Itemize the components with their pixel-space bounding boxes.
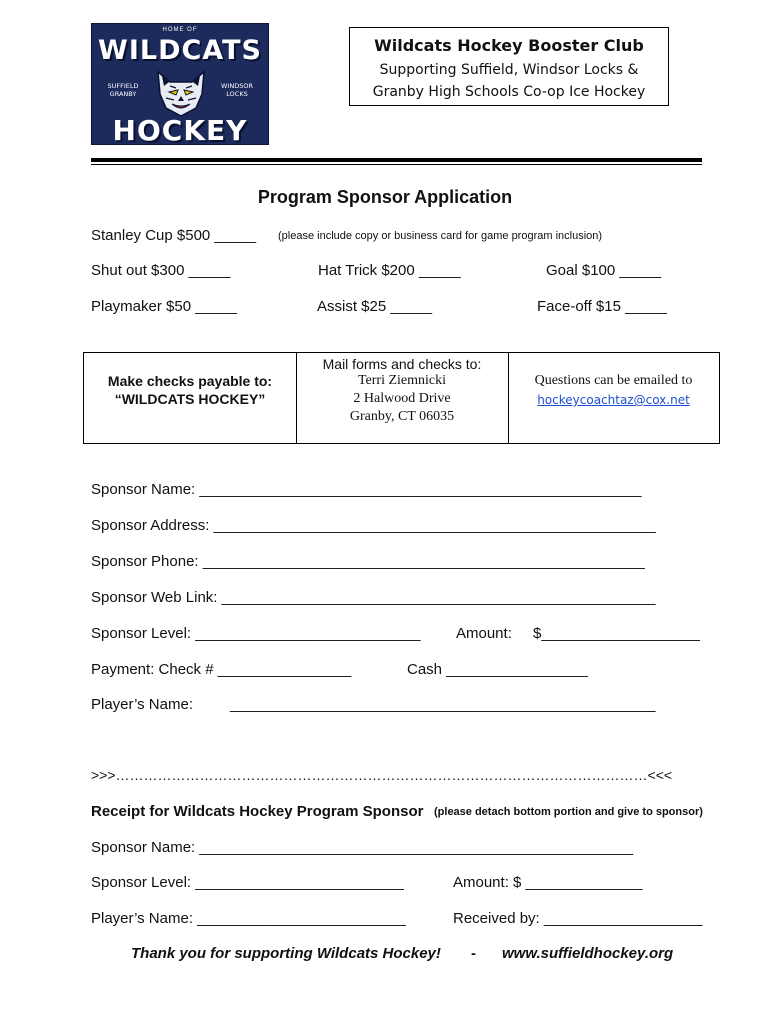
contact-email-link[interactable]: hockeycoachtaz@cox.net	[537, 393, 690, 407]
detach-cut-line: >>>……………………………………………………………………………………………………<<<	[91, 767, 673, 783]
level-assist[interactable]: Assist $25 _____	[317, 298, 433, 315]
payment-info-table	[83, 352, 720, 444]
players-name-field[interactable]: ___________________________________________________	[230, 696, 656, 713]
players-name-label: Player’s Name:	[91, 696, 193, 713]
club-subtitle-line2: Granby High Schools Co-op Ice Hockey	[372, 84, 646, 100]
logo-right-towns	[216, 82, 258, 98]
receipt-title: Receipt for Wildcats Hockey Program Sponsor	[91, 803, 424, 820]
logo-hockey-text: HOCKEY	[112, 114, 248, 147]
level-hat-trick[interactable]: Hat Trick $200 _____	[318, 262, 461, 279]
level-playmaker[interactable]: Playmaker $50 _____	[91, 298, 237, 315]
wildcat-face-icon	[154, 68, 208, 118]
mail-city: Granby, CT 06035	[349, 409, 455, 424]
amount-field[interactable]: $___________________	[533, 625, 700, 642]
header-divider-thick	[91, 158, 702, 162]
level-goal[interactable]: Goal $100 _____	[546, 262, 662, 279]
level-face-off[interactable]: Face-off $15 _____	[537, 298, 667, 315]
amount-label: Amount:	[456, 625, 512, 642]
club-subtitle-line1: Supporting Suffield, Windsor Locks &	[379, 62, 639, 78]
level-stanley-cup[interactable]: Stanley Cup $500 _____	[91, 227, 257, 244]
receipt-sponsor-level-field[interactable]: Sponsor Level: _________________________	[91, 874, 404, 891]
logo-town-suffield: SUFFIELD	[107, 82, 139, 90]
form-title: Program Sponsor Application	[257, 187, 513, 207]
receipt-players-name-field[interactable]: Player’s Name: _________________________	[91, 910, 406, 927]
logo-left-towns	[102, 82, 144, 98]
logo-home-of: HOME OF	[162, 27, 198, 33]
footer-website[interactable]: www.suffieldhockey.org	[502, 945, 674, 962]
questions-cell	[508, 353, 719, 443]
wildcats-hockey-logo	[91, 23, 269, 145]
header-divider-thin	[91, 164, 702, 165]
level-shut-out[interactable]: Shut out $300 _____	[91, 262, 231, 279]
receipt-detach-note: (please detach bottom portion and give to sponsor)	[434, 806, 703, 818]
club-title: Wildcats Hockey Booster Club	[374, 36, 644, 55]
sponsor-phone-field[interactable]: Sponsor Phone: _____________________________________________________	[91, 553, 645, 570]
cash-field[interactable]: Cash _________________	[407, 661, 589, 678]
sponsor-address-field[interactable]: Sponsor Address: _____________________________________________________	[91, 517, 656, 534]
payment-check-field[interactable]: Payment: Check # ________________	[91, 661, 352, 678]
logo-town-locks: LOCKS	[226, 90, 248, 98]
payable-cell	[84, 353, 297, 443]
mail-name: Terri Ziemnicki	[357, 373, 447, 388]
stanley-cup-note: (please include copy or business card for game program inclusion)	[278, 230, 603, 242]
club-header-box	[349, 27, 669, 106]
mail-street: 2 Halwood Drive	[353, 391, 451, 406]
payable-label: Make checks payable to:	[107, 373, 273, 389]
footer-dash: -	[471, 945, 476, 962]
mail-cell	[296, 353, 509, 443]
logo-town-windsor: WINDSOR	[221, 82, 253, 90]
sponsor-web-link-field[interactable]: Sponsor Web Link: ____________________________________________________	[91, 589, 656, 606]
receipt-amount-field[interactable]: Amount: $ ______________	[453, 874, 643, 891]
mail-label: Mail forms and checks to:	[322, 356, 482, 372]
payable-name: “WILDCATS HOCKEY”	[114, 391, 266, 407]
logo-wildcats-text: WILDCATS	[98, 35, 262, 66]
logo-town-granby: GRANBY	[109, 90, 137, 98]
footer-thanks: Thank you for supporting Wildcats Hockey!	[131, 945, 441, 962]
sponsor-name-field[interactable]: Sponsor Name: _____________________________________________________	[91, 481, 642, 498]
sponsor-level-field[interactable]: Sponsor Level: ___________________________	[91, 625, 421, 642]
receipt-received-by-field[interactable]: Received by: ___________________	[453, 910, 703, 927]
questions-label: Questions can be emailed to	[534, 373, 693, 388]
receipt-sponsor-name-field[interactable]: Sponsor Name: ____________________________________________________	[91, 839, 634, 856]
